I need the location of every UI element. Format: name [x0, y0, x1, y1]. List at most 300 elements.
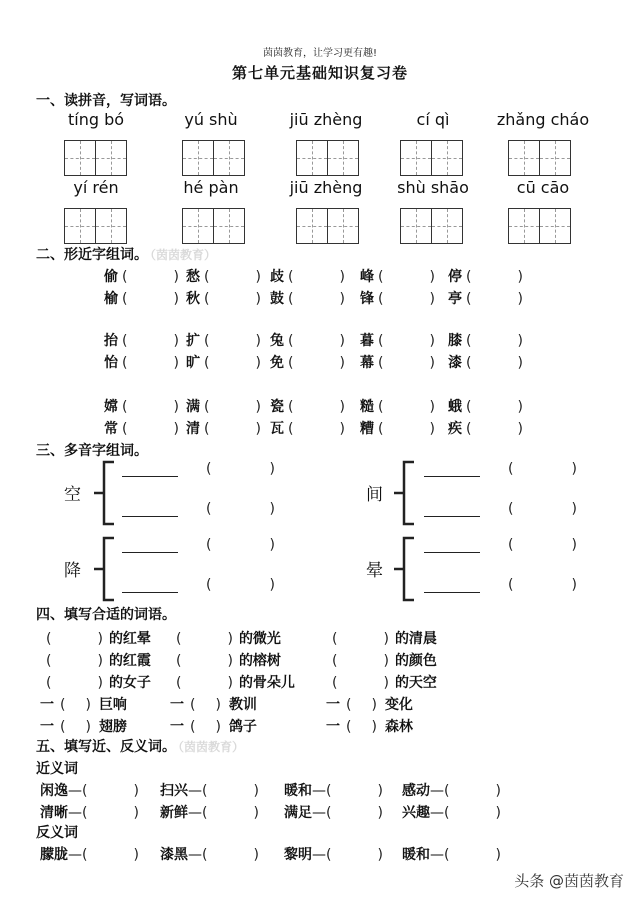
dash-char: —	[312, 805, 326, 821]
close-paren: )	[173, 333, 179, 349]
close-paren: )	[173, 269, 179, 285]
similar-char: 怡	[104, 355, 118, 371]
open-paren: (	[378, 291, 384, 307]
close-paren: )	[253, 847, 259, 863]
word-pair-item	[402, 844, 501, 864]
close-paren: )	[133, 783, 139, 799]
close-paren: )	[97, 675, 103, 691]
dash-char: —	[430, 847, 444, 863]
grid-cell[interactable]	[95, 209, 126, 243]
close-paren: )	[133, 805, 139, 821]
similar-char: 亭	[448, 291, 462, 307]
open-paren: (	[288, 333, 294, 349]
open-paren: (	[508, 501, 514, 517]
close-paren: )	[429, 333, 435, 349]
open-paren: (	[444, 847, 450, 863]
writing-grid[interactable]	[182, 208, 245, 244]
close-paren: )	[377, 783, 383, 799]
close-paren: )	[377, 805, 383, 821]
fill-word-text: 的清晨	[394, 631, 437, 647]
pinyin-paren	[508, 461, 577, 477]
brace-path	[94, 462, 114, 524]
open-paren: (	[60, 697, 66, 713]
writing-grid[interactable]	[400, 208, 463, 244]
grid-cell[interactable]	[401, 141, 431, 175]
grid-cell[interactable]	[213, 209, 244, 243]
similar-char-item	[360, 352, 435, 372]
writing-grid[interactable]	[508, 140, 571, 176]
open-paren: (	[288, 291, 294, 307]
pinyin-label: jiū zhèng	[289, 110, 363, 129]
open-paren: (	[466, 269, 472, 285]
close-paren: )	[255, 355, 261, 371]
writing-grid[interactable]	[182, 140, 245, 176]
similar-char: 幕	[360, 355, 374, 371]
grid-cell[interactable]	[183, 141, 213, 175]
writing-grid[interactable]	[296, 208, 359, 244]
close-paren: )	[339, 269, 345, 285]
open-paren: (	[378, 421, 384, 437]
writing-grid[interactable]	[400, 140, 463, 176]
pinyin-paren	[508, 501, 577, 517]
similar-char-item	[360, 288, 435, 308]
close-paren: )	[85, 719, 91, 735]
pinyin-paren	[206, 577, 275, 593]
pinyin-label: jiū zhèng	[289, 178, 363, 197]
close-paren: )	[517, 399, 523, 415]
page-title: 第七单元基础知识复习卷	[231, 64, 408, 82]
word-text: 朦胧	[40, 847, 68, 863]
open-paren: (	[508, 537, 514, 553]
writing-grid[interactable]	[64, 208, 127, 244]
open-paren: (	[46, 653, 52, 669]
similar-char: 秋	[186, 291, 200, 307]
measure-word-text: 变化	[384, 697, 413, 713]
close-paren: )	[429, 269, 435, 285]
fill-word-text: 的骨朵儿	[238, 675, 295, 691]
similar-char-item	[270, 266, 345, 286]
close-paren: )	[429, 421, 435, 437]
dash-char: —	[188, 847, 202, 863]
open-paren: (	[444, 783, 450, 799]
close-paren: )	[429, 355, 435, 371]
fill-word-text: 的榕树	[238, 653, 281, 669]
open-paren: (	[176, 631, 182, 647]
similar-char-item	[104, 418, 179, 438]
close-paren: )	[383, 631, 389, 647]
dash-char: —	[188, 805, 202, 821]
open-paren: (	[204, 399, 210, 415]
similar-char-item	[186, 330, 261, 350]
open-paren: (	[326, 783, 332, 799]
word-text: 感动	[402, 783, 430, 799]
open-paren: (	[190, 719, 196, 735]
close-paren: )	[227, 653, 233, 669]
close-paren: )	[97, 631, 103, 647]
answer-line[interactable]	[122, 476, 178, 477]
similar-char: 膝	[448, 333, 462, 349]
close-paren: )	[173, 291, 179, 307]
grid-cell[interactable]	[509, 141, 539, 175]
grid-cell[interactable]	[509, 209, 539, 243]
answer-line[interactable]	[122, 552, 178, 553]
similar-char: 疾	[448, 421, 462, 437]
answer-line[interactable]	[424, 592, 480, 593]
fill-word-item	[46, 672, 151, 692]
dash-char: —	[312, 783, 326, 799]
similar-char-item	[270, 288, 345, 308]
similar-char: 扩	[186, 333, 200, 349]
similar-char-item	[448, 418, 523, 438]
word-text: 满足	[284, 805, 312, 821]
dash-char: —	[68, 783, 82, 799]
word-pair-item	[402, 802, 501, 822]
open-paren: (	[466, 333, 472, 349]
close-paren: )	[383, 653, 389, 669]
pinyin-label: tíng bó	[67, 110, 125, 129]
brace-icon	[392, 536, 418, 602]
measure-word-text: 森林	[384, 719, 413, 735]
similar-char: 瓷	[270, 399, 284, 415]
writing-grid[interactable]	[296, 140, 359, 176]
polyphone-char: 晕	[366, 561, 383, 581]
close-paren: )	[571, 537, 577, 553]
one-char: 一	[170, 697, 184, 713]
word-text: 兴趣	[402, 805, 430, 821]
pinyin-label: hé pàn	[183, 178, 239, 197]
word-pair-item	[40, 780, 139, 800]
close-paren: )	[255, 269, 261, 285]
open-paren: (	[206, 461, 212, 477]
watermark: （茵茵教育）	[178, 740, 245, 754]
similar-char: 抬	[104, 333, 118, 349]
open-paren: (	[378, 269, 384, 285]
pinyin-label: shù shāo	[397, 178, 469, 197]
writing-grid[interactable]	[508, 208, 571, 244]
word-text: 暖和	[284, 783, 312, 799]
measure-word-text: 翅膀	[98, 719, 127, 735]
fill-word-item	[176, 650, 281, 670]
dash-char: —	[430, 783, 444, 799]
section5-heading: 五、填写近、反义词。 （茵茵教育）	[36, 739, 245, 755]
similar-char: 偷	[104, 269, 118, 285]
dash-char: —	[188, 783, 202, 799]
pinyin-paren	[508, 537, 577, 553]
close-paren: )	[517, 269, 523, 285]
close-paren: )	[517, 333, 523, 349]
similar-char: 锋	[360, 291, 374, 307]
word-text: 暖和	[402, 847, 430, 863]
similar-char-item	[360, 418, 435, 438]
answer-line[interactable]	[424, 476, 480, 477]
similar-char: 鼓	[270, 291, 284, 307]
close-paren: )	[571, 501, 577, 517]
close-paren: )	[371, 719, 377, 735]
pinyin-label: yú shù	[184, 110, 238, 129]
open-paren: (	[176, 675, 182, 691]
open-paren: (	[378, 355, 384, 371]
open-paren: (	[508, 461, 514, 477]
watermark: （茵茵教育）	[150, 248, 217, 262]
open-paren: (	[206, 537, 212, 553]
grid-cell[interactable]	[183, 209, 213, 243]
close-paren: )	[269, 537, 275, 553]
measure-word-item	[170, 694, 257, 714]
grid-cell[interactable]	[327, 209, 358, 243]
open-paren: (	[206, 501, 212, 517]
measure-word-item	[40, 716, 127, 736]
open-paren: (	[176, 653, 182, 669]
measure-word-item	[170, 716, 257, 736]
word-pair-item	[402, 780, 501, 800]
similar-char: 兔	[270, 333, 284, 349]
open-paren: (	[204, 355, 210, 371]
similar-char: 糙	[360, 399, 374, 415]
grid-cell[interactable]	[431, 209, 462, 243]
open-paren: (	[204, 269, 210, 285]
dash-char: —	[68, 847, 82, 863]
answer-line[interactable]	[122, 592, 178, 593]
open-paren: (	[122, 291, 128, 307]
similar-char: 停	[448, 269, 462, 285]
dash-char: —	[312, 847, 326, 863]
section4-heading: 四、填写合适的词语。	[36, 607, 176, 623]
similar-char: 峰	[360, 269, 374, 285]
section1-heading: 一、读拼音，写词语。	[36, 93, 176, 109]
word-text: 新鲜	[160, 805, 188, 821]
close-paren: )	[97, 653, 103, 669]
word-text: 扫兴	[160, 783, 188, 799]
close-paren: )	[269, 461, 275, 477]
close-paren: )	[495, 805, 501, 821]
close-paren: )	[495, 783, 501, 799]
open-paren: (	[202, 847, 208, 863]
measure-word-text: 教训	[228, 697, 257, 713]
similar-char-item	[448, 352, 523, 372]
open-paren: (	[444, 805, 450, 821]
pinyin-label: cí qì	[416, 110, 450, 129]
close-paren: )	[517, 291, 523, 307]
grid-cell[interactable]	[539, 141, 570, 175]
fill-word-text: 的微光	[238, 631, 281, 647]
word-pair-item	[40, 802, 139, 822]
open-paren: (	[122, 399, 128, 415]
open-paren: (	[202, 805, 208, 821]
close-paren: )	[253, 783, 259, 799]
close-paren: )	[215, 697, 221, 713]
similar-char-item	[448, 288, 523, 308]
close-paren: )	[173, 421, 179, 437]
close-paren: )	[215, 719, 221, 735]
grid-cell[interactable]	[95, 141, 126, 175]
writing-grid[interactable]	[64, 140, 127, 176]
fill-word-item	[46, 628, 151, 648]
similar-char-item	[448, 396, 523, 416]
similar-char-item	[270, 330, 345, 350]
close-paren: )	[253, 805, 259, 821]
grid-cell[interactable]	[213, 141, 244, 175]
open-paren: (	[288, 355, 294, 371]
open-paren: (	[346, 719, 352, 735]
dash-char: —	[430, 805, 444, 821]
open-paren: (	[206, 577, 212, 593]
close-paren: )	[339, 355, 345, 371]
word-text: 黎明	[284, 847, 312, 863]
close-paren: )	[269, 577, 275, 593]
open-paren: (	[288, 399, 294, 415]
similar-char: 歧	[270, 269, 284, 285]
section3-heading: 三、多音字组词。	[36, 443, 148, 459]
polyphone-char: 间	[366, 485, 383, 505]
close-paren: )	[227, 675, 233, 691]
open-paren: (	[378, 333, 384, 349]
similar-char: 糟	[360, 421, 374, 437]
one-char: 一	[326, 719, 340, 735]
fill-word-text: 的颜色	[394, 653, 437, 669]
word-pair-item	[160, 802, 259, 822]
similar-char-item	[360, 330, 435, 350]
similar-char-item	[104, 352, 179, 372]
word-text: 漆黑	[160, 847, 188, 863]
fill-word-item	[46, 650, 151, 670]
grid-cell[interactable]	[65, 209, 95, 243]
brace-icon	[392, 460, 418, 526]
open-paren: (	[190, 697, 196, 713]
similar-char: 满	[186, 399, 200, 415]
open-paren: (	[288, 269, 294, 285]
grid-cell[interactable]	[297, 141, 327, 175]
word-pair-item	[160, 780, 259, 800]
open-paren: (	[204, 333, 210, 349]
grid-cell[interactable]	[327, 141, 358, 175]
word-pair-item	[284, 844, 383, 864]
close-paren: )	[255, 399, 261, 415]
similar-char-item	[270, 396, 345, 416]
close-paren: )	[377, 847, 383, 863]
pinyin-label: cū cāo	[516, 178, 570, 197]
measure-word-item	[326, 716, 413, 736]
close-paren: )	[571, 577, 577, 593]
word-pair-item	[160, 844, 259, 864]
similar-char: 瓦	[270, 421, 284, 437]
close-paren: )	[133, 847, 139, 863]
close-paren: )	[173, 355, 179, 371]
fill-word-item	[332, 628, 437, 648]
similar-char: 暮	[360, 333, 374, 349]
close-paren: )	[383, 675, 389, 691]
fill-word-text: 的女子	[108, 675, 151, 691]
similar-char-item	[104, 288, 179, 308]
measure-word-item	[40, 694, 127, 714]
answer-line[interactable]	[122, 516, 178, 517]
close-paren: )	[269, 501, 275, 517]
similar-char-item	[270, 418, 345, 438]
close-paren: )	[85, 697, 91, 713]
similar-char-item	[104, 330, 179, 350]
fill-word-text: 的红霞	[108, 653, 151, 669]
open-paren: (	[204, 421, 210, 437]
similar-char: 常	[104, 421, 118, 437]
close-paren: )	[371, 697, 377, 713]
word-text: 清晰	[40, 805, 68, 821]
fill-word-item	[176, 628, 281, 648]
close-paren: )	[255, 421, 261, 437]
open-paren: (	[346, 697, 352, 713]
measure-word-text: 巨响	[98, 697, 127, 713]
section2-heading: 二、形近字组词。 （茵茵教育）	[36, 247, 217, 263]
open-paren: (	[46, 631, 52, 647]
pinyin-label: yí rén	[73, 178, 119, 197]
grid-cell[interactable]	[431, 141, 462, 175]
similar-char-item	[360, 266, 435, 286]
open-paren: (	[202, 783, 208, 799]
one-char: 一	[40, 719, 54, 735]
close-paren: )	[227, 631, 233, 647]
open-paren: (	[60, 719, 66, 735]
close-paren: )	[429, 291, 435, 307]
open-paren: (	[466, 399, 472, 415]
dash-char: —	[68, 805, 82, 821]
close-paren: )	[255, 291, 261, 307]
similar-char-item	[186, 352, 261, 372]
open-paren: (	[466, 291, 472, 307]
pinyin-paren	[508, 577, 577, 593]
similar-char: 旷	[186, 355, 200, 371]
open-paren: (	[288, 421, 294, 437]
close-paren: )	[339, 421, 345, 437]
footer-watermark: 头条 @茵茵教育	[514, 872, 624, 890]
brace-icon	[92, 460, 118, 526]
answer-line[interactable]	[424, 552, 480, 553]
close-paren: )	[517, 421, 523, 437]
open-paren: (	[204, 291, 210, 307]
similar-char-item	[104, 396, 179, 416]
open-paren: (	[122, 333, 128, 349]
open-paren: (	[122, 355, 128, 371]
answer-line[interactable]	[424, 516, 480, 517]
open-paren: (	[122, 421, 128, 437]
close-paren: )	[339, 399, 345, 415]
similar-char-item	[448, 266, 523, 286]
grid-cell[interactable]	[65, 141, 95, 175]
fill-word-text: 的红晕	[108, 631, 151, 647]
header-slogan: 茵茵教育，让学习更有趣!	[262, 48, 377, 59]
similar-char-item	[186, 266, 261, 286]
similar-char: 嫦	[104, 399, 118, 415]
pinyin-paren	[206, 537, 275, 553]
close-paren: )	[429, 399, 435, 415]
brace-path	[394, 538, 414, 600]
similar-char: 愁	[186, 269, 200, 285]
close-paren: )	[255, 333, 261, 349]
pinyin-paren	[206, 501, 275, 517]
one-char: 一	[170, 719, 184, 735]
close-paren: )	[517, 355, 523, 371]
grid-cell[interactable]	[539, 209, 570, 243]
open-paren: (	[466, 421, 472, 437]
antonym-label: 反义词	[36, 825, 78, 841]
word-text: 闲逸	[40, 783, 68, 799]
similar-char: 榆	[104, 291, 118, 307]
grid-cell[interactable]	[401, 209, 431, 243]
word-pair-item	[284, 780, 383, 800]
open-paren: (	[82, 783, 88, 799]
close-paren: )	[339, 333, 345, 349]
open-paren: (	[332, 675, 338, 691]
fill-word-item	[176, 672, 295, 692]
brace-path	[394, 462, 414, 524]
grid-cell[interactable]	[297, 209, 327, 243]
